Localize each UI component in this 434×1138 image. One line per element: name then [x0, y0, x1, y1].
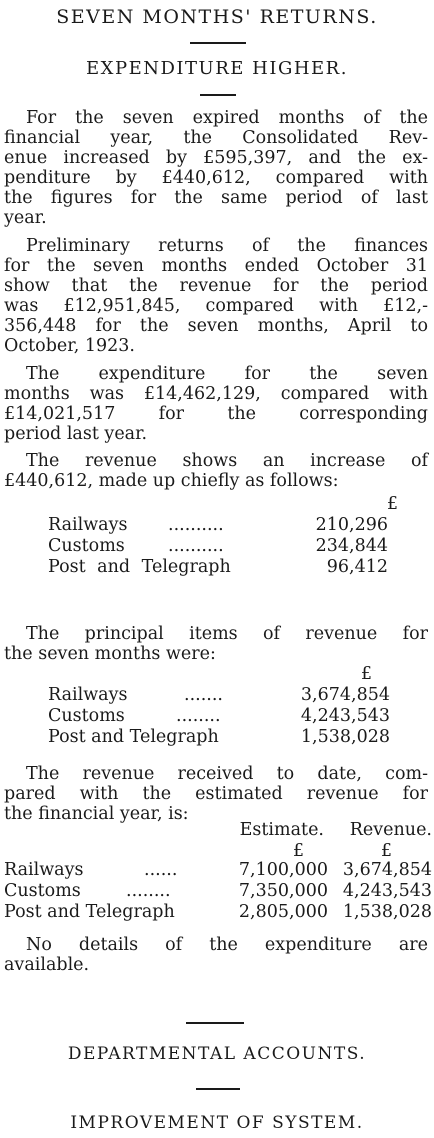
text-line: financial year, the Consolidated Rev-: [4, 128, 428, 148]
paragraph-4: [4, 451, 428, 491]
text-line: Preliminary returns of the finances: [26, 236, 428, 256]
row-value: 1,538,028: [300, 727, 390, 747]
text-line: The revenue shows an increase of: [26, 451, 428, 471]
revenue-value: 1,538,028: [342, 902, 432, 922]
text-line: October, 1923.: [4, 336, 135, 356]
leader-dots: ..........: [168, 515, 224, 535]
leader-dots: ..........: [168, 536, 224, 556]
divider: [196, 1088, 240, 1090]
text-line: period last year.: [4, 424, 148, 444]
table-row: [48, 515, 388, 536]
row-label: Customs: [4, 881, 81, 901]
row-label: Railways: [4, 860, 84, 880]
table-row: [48, 706, 390, 727]
text-line: No details of the expenditure are: [26, 935, 428, 955]
section-heading: DEPARTMENTAL ACCOUNTS.: [67, 1044, 367, 1064]
divider: [186, 1022, 244, 1024]
text-line: show that the revenue for the period: [4, 276, 428, 296]
table-row: [48, 557, 388, 578]
table-row: [48, 727, 390, 748]
estimate-header: Estimate.: [239, 820, 324, 840]
currency-symbol: £: [386, 494, 398, 514]
text-line: penditure by £440,612, compared with: [4, 168, 428, 188]
table-row: [48, 685, 390, 706]
paragraph-5: [4, 624, 428, 664]
revenue-header: Revenue.: [349, 820, 432, 840]
paragraph-1: [4, 108, 428, 228]
text-line: the figures for the same period of last: [4, 188, 428, 208]
text-line: enue increased by £595,397, and the ex-: [4, 148, 428, 168]
row-label: Post and Telegraph: [48, 727, 219, 747]
currency-symbol: £: [360, 664, 372, 684]
text-line: For the seven expired months of the: [26, 108, 428, 128]
revenue-increase-table: [48, 494, 398, 578]
row-label: Railways: [48, 685, 128, 705]
table-header: [4, 820, 432, 841]
row-value: 3,674,854: [300, 685, 390, 705]
estimate-value: 2,805,000: [238, 902, 328, 922]
text-line: The principal items of revenue for: [26, 624, 428, 644]
text-line: The revenue received to date, com-: [26, 764, 428, 784]
estimate-value: 7,350,000: [238, 881, 328, 901]
text-line: was £12,951,845, compared with £12,-: [4, 296, 428, 316]
text-line: available.: [4, 955, 90, 975]
paragraph-6: [4, 764, 428, 824]
paragraph-3: [4, 364, 428, 444]
row-label: Post and Telegraph: [4, 902, 175, 922]
leader-dots: .......: [184, 685, 223, 705]
text-line: The expenditure for the seven: [26, 364, 428, 384]
leader-dots: ........: [126, 881, 171, 901]
leader-dots: ......: [144, 860, 178, 880]
divider: [200, 94, 236, 96]
section-subheading: IMPROVEMENT OF SYSTEM.: [70, 1113, 364, 1133]
estimate-value: 7,100,000: [238, 860, 328, 880]
table-row: [48, 536, 388, 557]
text-line: 356,448 for the seven months, April to: [4, 316, 428, 336]
revenue-value: 3,674,854: [342, 860, 432, 880]
currency-symbol: £: [292, 841, 304, 861]
row-label: Railways: [48, 515, 128, 535]
text-line: year.: [4, 208, 47, 228]
revenue-value: 4,243,543: [342, 881, 432, 901]
row-value: 96,412: [326, 557, 388, 577]
divider: [190, 42, 246, 44]
row-value: 234,844: [315, 536, 388, 556]
text-line: months was £14,462,129, compared with: [4, 384, 428, 404]
row-label: Customs: [48, 536, 125, 556]
paragraph-7: [4, 935, 428, 975]
currency-symbol: £: [380, 841, 392, 861]
text-line: the financial year, is:: [4, 804, 189, 824]
text-line: £14,021,517 for the corresponding: [4, 404, 428, 424]
paragraph-2: [4, 236, 428, 356]
text-line: the seven months were:: [4, 644, 216, 664]
text-line: £440,612, made up chiefly as follows:: [4, 471, 339, 491]
row-label: Post and Telegraph: [48, 557, 231, 577]
row-value: 210,296: [315, 515, 388, 535]
row-value: 4,243,543: [300, 706, 390, 726]
estimate-table: [4, 820, 432, 923]
headline: SEVEN MONTHS' RETURNS.: [56, 6, 378, 28]
table-row: [4, 860, 432, 881]
table-row: [4, 902, 432, 923]
text-line: for the seven months ended October 31: [4, 256, 428, 276]
text-line: pared with the estimated revenue for: [4, 784, 428, 804]
subheadline: EXPENDITURE HIGHER.: [86, 58, 348, 79]
leader-dots: ........: [176, 706, 221, 726]
table-row: [4, 881, 432, 902]
principal-revenue-table: [48, 664, 390, 748]
row-label: Customs: [48, 706, 125, 726]
